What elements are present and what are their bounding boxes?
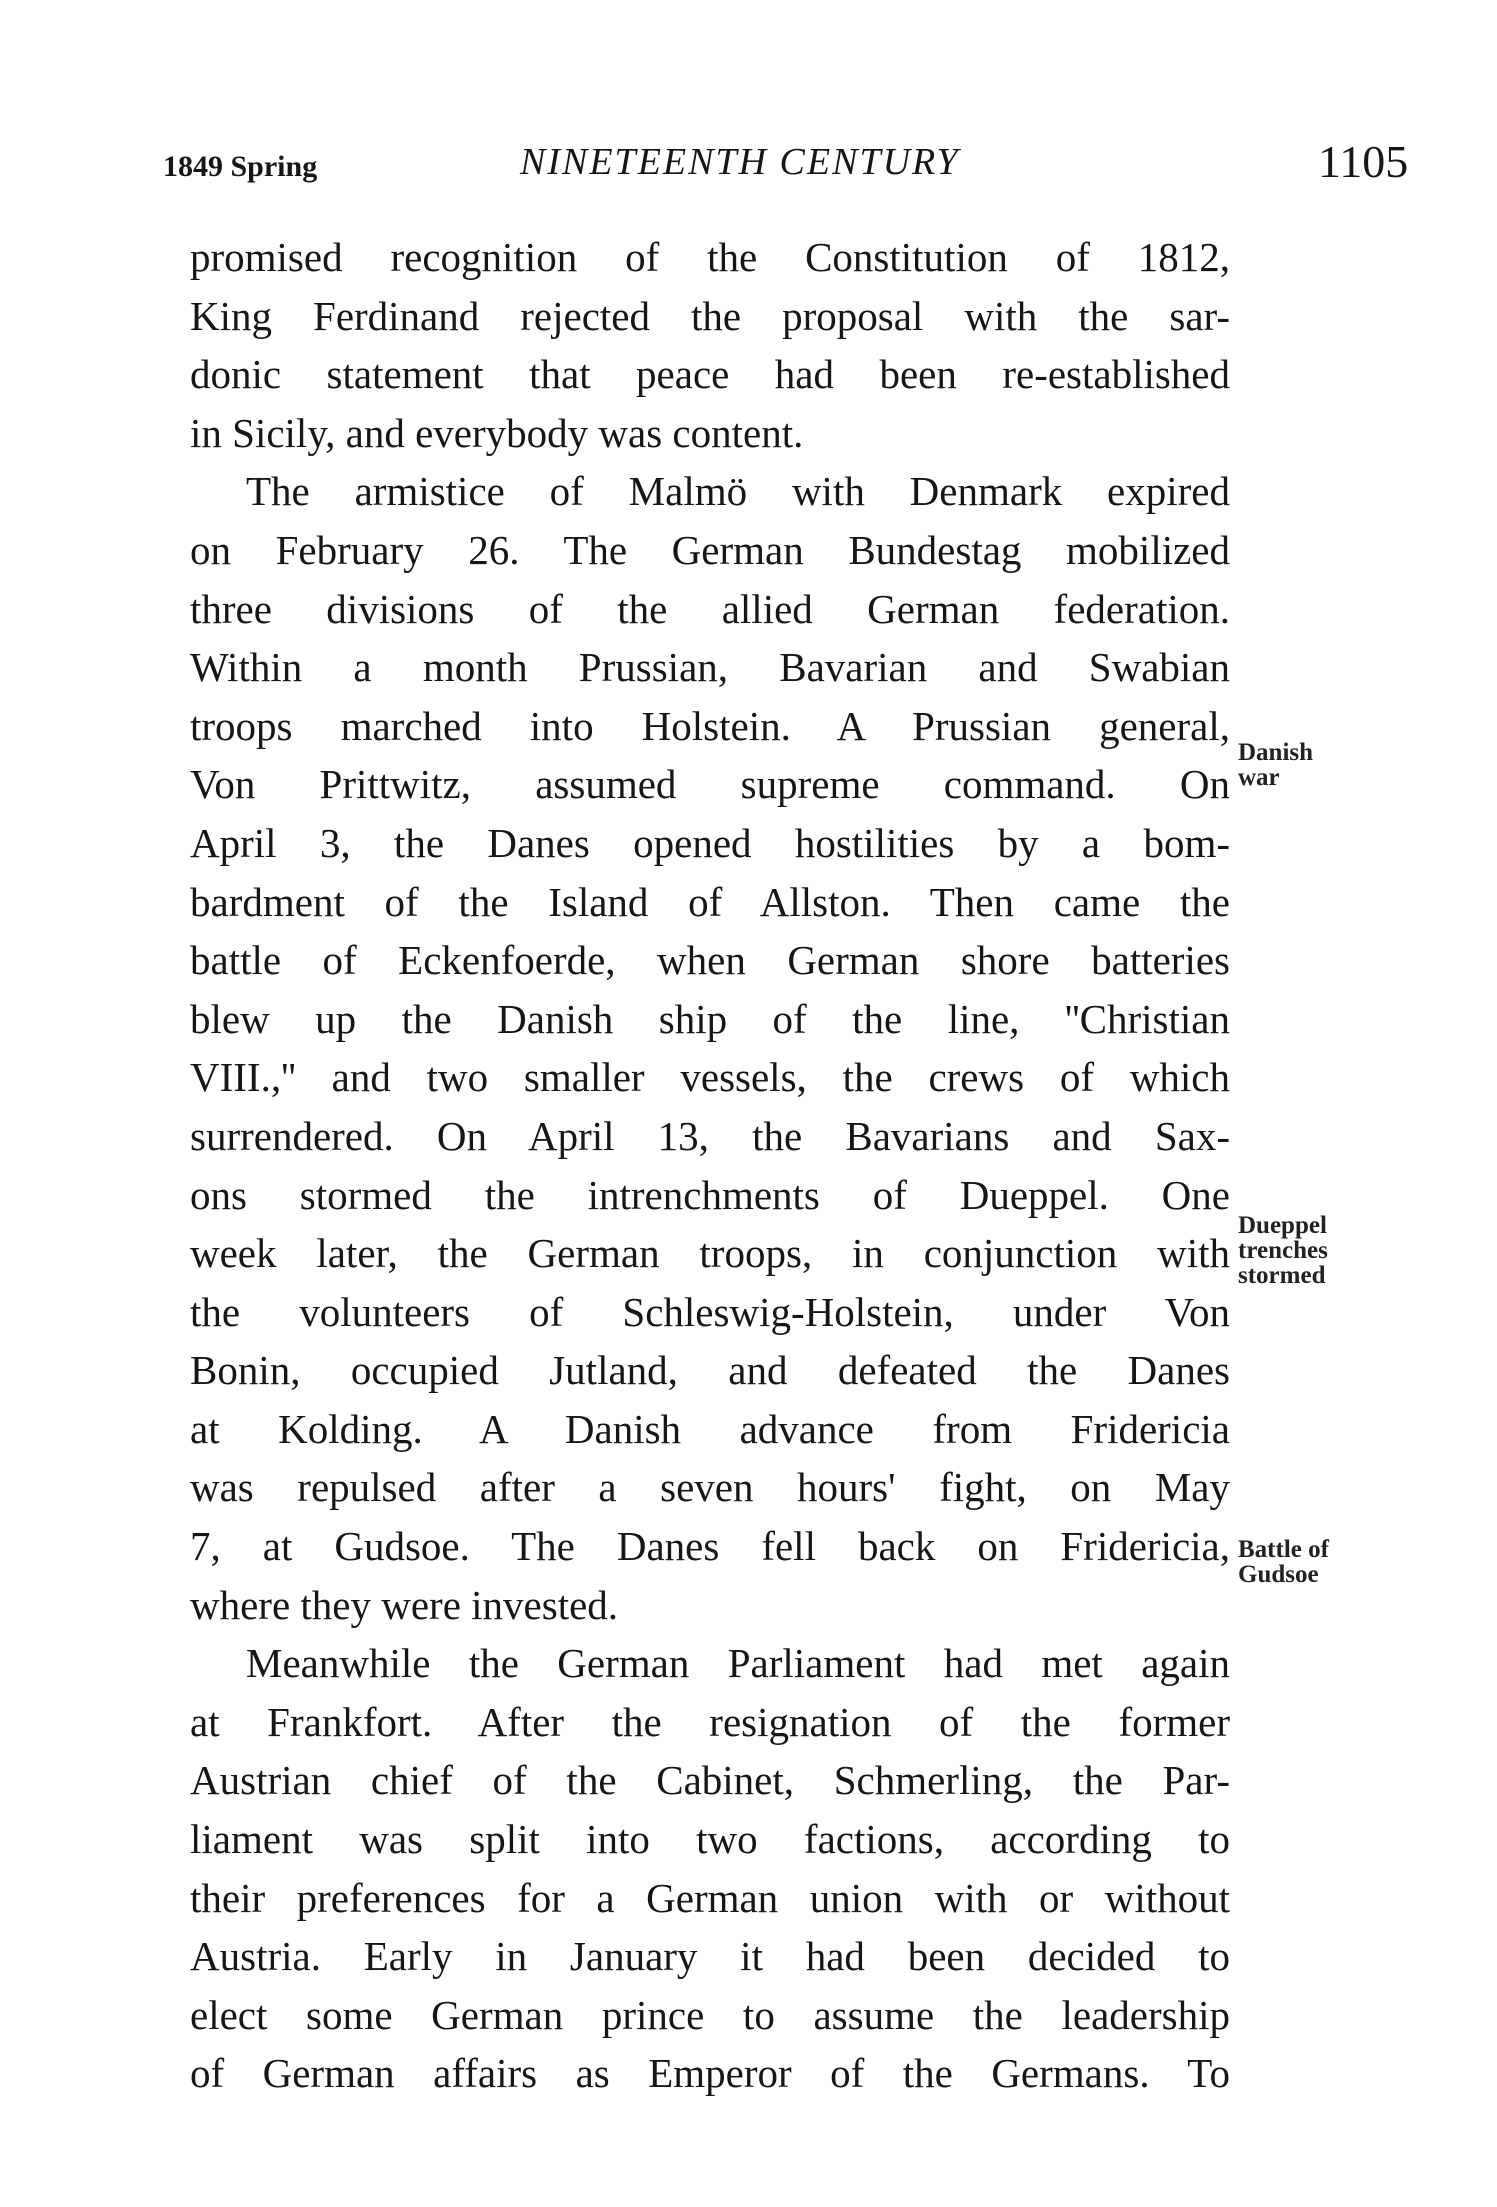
text-line: liament was split into two factions, according to [190,1816,1230,1863]
text-line: Bonin, occupied Jutland, and defeated the Danes [190,1347,1230,1394]
page-number: 1105 [1318,136,1409,187]
text-line: at Kolding. A Danish advance from Fridericia [190,1405,1230,1452]
text-line: King Ferdinand rejected the proposal with the sar- [190,292,1230,339]
text-line: April 3, the Danes opened hostilities by a bom- [190,819,1230,866]
text-line: Austria. Early in January it had been decided to [190,1933,1230,1980]
text-line: blew up the Danish ship of the line, ''Christian [190,995,1230,1042]
text-line: donic statement that peace had been re-established [190,351,1230,398]
text-line: Austrian chief of the Cabinet, Schmerling, the Par- [190,1757,1230,1804]
text-line: The armistice of Malmö with Denmark expired [246,468,1230,515]
margin-note-text: Dueppel trenches stormed [1238,1212,1328,1289]
running-head-title: NINETEENTH CENTURY [520,141,960,183]
text-line: battle of Eckenfoerde, when German shore batteries [190,937,1230,984]
text-line: ons stormed the intrenchments of Dueppel. One [190,1171,1230,1218]
text-line: promised recognition of the Constitution of 1812, [190,234,1230,280]
text-line: troops marched into Holstein. A Prussian general, [190,702,1230,749]
text-line: the volunteers of Schleswig-Holstein, under Von [190,1288,1230,1335]
margin-note-dueppel [1238,1213,1328,1288]
text-line: was repulsed after a seven hours' fight, on May [190,1464,1230,1511]
text-line: bardment of the Island of Allston. Then came the [190,878,1230,925]
text-line: three divisions of the allied German federation. [190,585,1230,632]
margin-note-text: Battle of Gudsoe [1238,1536,1329,1588]
margin-note-text: Danish war [1238,739,1314,791]
margin-note-gudsoe [1238,1537,1329,1587]
text-line: on February 26. The German Bundestag mobilized [190,526,1230,573]
text-line: of German affairs as Emperor of the Germans. To [190,2050,1230,2097]
running-head-date: 1849 Spring [163,150,318,183]
text-line: Von Prittwitz, assumed supreme command. On [190,761,1230,808]
text-line: VIII.,'' and two smaller vessels, the crews of which [190,1054,1230,1101]
body-text [190,228,1230,2103]
margin-note-danish-war [1238,740,1313,790]
text-line: their preferences for a German union with or without [190,1874,1230,1921]
text-line: elect some German prince to assume the leadership [190,1991,1230,2038]
text-line: week later, the German troops, in conjunction with [190,1230,1230,1277]
text-line: Meanwhile the German Parliament had met again [246,1640,1230,1687]
text-line: at Frankfort. After the resignation of the former [190,1698,1230,1745]
text-line: in Sicily, and everybody was content. [190,409,804,456]
text-line: surrendered. On April 13, the Bavarians and Sax- [190,1112,1230,1159]
text-line: 7, at Gudsoe. The Danes fell back on Fridericia, [190,1523,1230,1570]
text-line: where they were invested. [190,1581,619,1628]
text-line: Within a month Prussian, Bavarian and Swabian [190,644,1230,691]
